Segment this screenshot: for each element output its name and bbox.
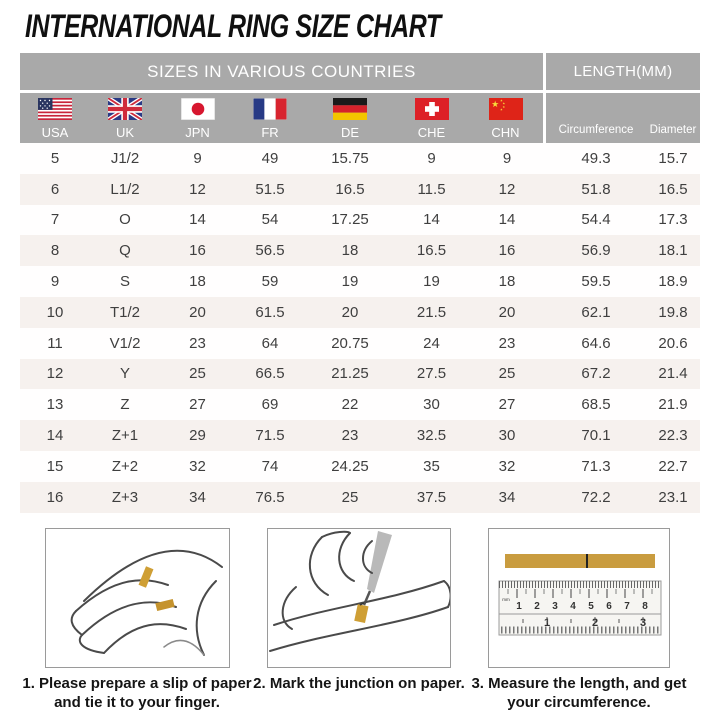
table-cell-uk: O bbox=[119, 211, 131, 229]
table-cell-chn: 32 bbox=[498, 457, 516, 475]
column-label-jpn: JPN bbox=[185, 125, 210, 140]
table-cell-fr: 69 bbox=[261, 396, 279, 414]
table-cell-usa: 15 bbox=[46, 457, 64, 475]
table-cell-circumference: 49.3 bbox=[581, 149, 611, 167]
table-cell-che: 30 bbox=[423, 396, 440, 414]
table-cell-fr: 71.5 bbox=[255, 427, 285, 445]
table-cell-circumference: 72.2 bbox=[581, 488, 611, 506]
table-cell-circumference: 62.1 bbox=[581, 303, 611, 321]
column-label-fr: FR bbox=[261, 125, 279, 140]
table-cell-che: 27.5 bbox=[416, 365, 447, 383]
table-cell-de: 21.25 bbox=[331, 365, 369, 383]
table-cell-de: 16.5 bbox=[335, 180, 365, 198]
instruction-caption-3: 3. Measure the length, and get your circumference. bbox=[471, 675, 687, 711]
table-cell-de: 18 bbox=[341, 242, 359, 260]
table-cell-chn: 25 bbox=[498, 365, 516, 383]
table-group-header bbox=[20, 53, 700, 90]
table-cell-chn: 18 bbox=[498, 273, 516, 291]
table-row bbox=[20, 328, 700, 359]
table-row bbox=[20, 359, 700, 390]
table-cell-jpn: 20 bbox=[189, 303, 206, 321]
table-cell-jpn: 14 bbox=[189, 211, 206, 229]
paper-band bbox=[354, 603, 368, 623]
table-cell-jpn: 32 bbox=[189, 457, 206, 475]
column-header-jpn bbox=[160, 93, 235, 143]
table-cell-che: 11.5 bbox=[417, 180, 446, 198]
column-header-de bbox=[305, 93, 395, 143]
table-cell-jpn: 29 bbox=[189, 427, 206, 445]
table-cell-che: 19 bbox=[423, 273, 440, 291]
svg-text:3: 3 bbox=[552, 601, 558, 612]
table-cell-de: 24.25 bbox=[331, 457, 369, 475]
table-cell-diameter: 22.3 bbox=[658, 427, 688, 445]
table-row bbox=[20, 420, 700, 451]
table-cell-de: 23 bbox=[341, 427, 359, 445]
paper-strip bbox=[505, 554, 655, 568]
table-cell-diameter: 16.5 bbox=[658, 180, 688, 198]
table-cell-uk: Y bbox=[119, 365, 130, 383]
table-cell-circumference: 54.4 bbox=[581, 211, 611, 229]
table-row bbox=[20, 205, 700, 236]
table-cell-uk: Z+2 bbox=[111, 457, 139, 475]
table-cell-chn: 14 bbox=[498, 211, 516, 229]
table-cell-circumference: 68.5 bbox=[581, 396, 611, 414]
table-cell-de: 20 bbox=[341, 303, 359, 321]
svg-text:2: 2 bbox=[591, 617, 599, 629]
table-cell-uk: T1/2 bbox=[109, 303, 140, 321]
table-row bbox=[20, 174, 700, 205]
table-cell-diameter: 23.1 bbox=[658, 488, 688, 506]
table-cell-usa: 14 bbox=[46, 427, 64, 445]
paper-slip bbox=[139, 566, 175, 611]
china-flag-icon bbox=[489, 98, 523, 120]
table-cell-che: 37.5 bbox=[416, 488, 447, 506]
table-cell-diameter: 21.4 bbox=[658, 365, 688, 383]
ruler-measuring-illustration bbox=[489, 529, 669, 667]
table-cell-jpn: 34 bbox=[189, 488, 206, 506]
table-cell-fr: 76.5 bbox=[255, 488, 285, 506]
table-cell-circumference: 51.8 bbox=[581, 180, 611, 198]
table-cell-fr: 66.5 bbox=[255, 365, 285, 383]
instruction-image-2 bbox=[267, 528, 451, 668]
svg-text:mm: mm bbox=[502, 597, 510, 602]
table-cell-che: 16.5 bbox=[416, 242, 447, 260]
table-cell-che: 24 bbox=[423, 334, 440, 352]
table-cell-jpn: 27 bbox=[189, 396, 206, 414]
table-cell-chn: 20 bbox=[498, 303, 516, 321]
table-cell-jpn: 18 bbox=[189, 273, 206, 291]
svg-text:7: 7 bbox=[624, 601, 630, 612]
table-cell-usa: 7 bbox=[50, 211, 60, 229]
table-cell-chn: 27 bbox=[498, 396, 516, 414]
svg-text:8: 8 bbox=[642, 601, 648, 612]
usa-flag-icon bbox=[38, 98, 72, 120]
svg-text:1: 1 bbox=[516, 601, 522, 612]
table-cell-jpn: 12 bbox=[189, 180, 206, 198]
table-cell-usa: 10 bbox=[46, 303, 64, 321]
table-row bbox=[20, 143, 700, 174]
ring-size-table bbox=[20, 53, 700, 513]
svg-text:3: 3 bbox=[639, 617, 647, 629]
germany-flag-icon bbox=[333, 98, 367, 120]
svg-text:5: 5 bbox=[588, 601, 594, 612]
table-cell-che: 35 bbox=[423, 457, 440, 475]
table-cell-fr: 74 bbox=[261, 457, 279, 475]
table-cell-usa: 5 bbox=[50, 149, 60, 167]
ruler bbox=[499, 581, 661, 635]
table-cell-circumference: 67.2 bbox=[581, 365, 611, 383]
table-cell-jpn: 16 bbox=[189, 242, 206, 260]
instruction-image-3 bbox=[488, 528, 670, 668]
japan-flag-icon bbox=[181, 98, 215, 120]
table-cell-che: 9 bbox=[427, 149, 436, 167]
table-cell-diameter: 17.3 bbox=[658, 211, 688, 229]
table-cell-usa: 9 bbox=[50, 273, 60, 291]
table-cell-uk: V1/2 bbox=[109, 334, 141, 352]
table-cell-che: 32.5 bbox=[416, 427, 447, 445]
table-row bbox=[20, 266, 700, 297]
table-cell-chn: 9 bbox=[502, 149, 512, 167]
group-header-length: LENGTH(MM) bbox=[546, 53, 700, 90]
table-cell-usa: 16 bbox=[46, 488, 64, 506]
table-cell-usa: 6 bbox=[50, 180, 60, 198]
column-label-chn: CHN bbox=[491, 125, 520, 140]
table-cell-fr: 56.5 bbox=[255, 242, 285, 260]
table-cell-uk: Z bbox=[120, 396, 130, 414]
table-cell-fr: 51.5 bbox=[255, 180, 285, 198]
table-cell-diameter: 22.7 bbox=[658, 457, 688, 475]
svg-text:6: 6 bbox=[606, 601, 612, 612]
table-cell-de: 15.75 bbox=[331, 149, 369, 167]
column-label-de: DE bbox=[340, 125, 360, 140]
table-cell-jpn: 9 bbox=[193, 149, 202, 167]
instruction-image-1 bbox=[45, 528, 230, 668]
table-cell-fr: 61.5 bbox=[255, 303, 285, 321]
table-cell-chn: 34 bbox=[498, 488, 516, 506]
table-cell-uk: Q bbox=[119, 242, 131, 260]
column-label-usa: USA bbox=[41, 125, 69, 140]
column-header-che bbox=[395, 93, 468, 143]
table-cell-circumference: 59.5 bbox=[581, 273, 611, 291]
column-header-fr bbox=[235, 93, 305, 143]
table-cell-fr: 64 bbox=[261, 334, 279, 352]
table-cell-uk: Z+1 bbox=[111, 427, 139, 445]
table-cell-usa: 13 bbox=[46, 396, 64, 414]
table-cell-de: 19 bbox=[341, 273, 359, 291]
table-column-header bbox=[20, 93, 700, 143]
table-cell-uk: Z+3 bbox=[111, 488, 139, 506]
table-cell-circumference: 56.9 bbox=[581, 242, 611, 260]
column-label-che: CHE bbox=[417, 125, 446, 140]
table-row bbox=[20, 451, 700, 482]
mark-line bbox=[586, 554, 588, 568]
table-cell-diameter: 20.6 bbox=[658, 334, 688, 352]
table-cell-che: 14 bbox=[423, 211, 440, 229]
hand-with-paper-slip-illustration bbox=[46, 529, 229, 667]
column-label-uk: UK bbox=[115, 125, 135, 140]
france-flag-icon bbox=[253, 98, 287, 120]
table-cell-che: 21.5 bbox=[416, 303, 447, 321]
svg-text:4: 4 bbox=[570, 601, 576, 612]
column-header-circumference: Circumference bbox=[546, 93, 646, 143]
column-header-usa bbox=[20, 93, 90, 143]
instruction-caption-1: 1. Please prepare a slip of paper and tie it to your finger. bbox=[22, 675, 252, 711]
table-cell-fr: 49 bbox=[261, 149, 279, 167]
table-row bbox=[20, 297, 700, 328]
table-row bbox=[20, 482, 700, 513]
table-cell-circumference: 70.1 bbox=[581, 427, 611, 445]
table-cell-de: 17.25 bbox=[331, 211, 369, 229]
table-cell-diameter: 19.8 bbox=[658, 303, 688, 321]
table-cell-usa: 8 bbox=[50, 242, 60, 260]
table-cell-de: 20.75 bbox=[331, 334, 369, 352]
column-header-chn bbox=[468, 93, 543, 143]
marking-junction-illustration bbox=[268, 529, 450, 667]
table-cell-chn: 30 bbox=[498, 427, 516, 445]
table-cell-chn: 23 bbox=[498, 334, 516, 352]
pen bbox=[367, 531, 392, 593]
group-header-countries: SIZES IN VARIOUS COUNTRIES bbox=[20, 53, 543, 90]
table-row bbox=[20, 389, 700, 420]
table-cell-usa: 12 bbox=[46, 365, 64, 383]
table-cell-de: 25 bbox=[341, 488, 359, 506]
table-cell-circumference: 64.6 bbox=[581, 334, 611, 352]
table-cell-circumference: 71.3 bbox=[581, 457, 611, 475]
table-cell-jpn: 23 bbox=[189, 334, 206, 352]
column-header-diameter: Diameter bbox=[646, 93, 700, 143]
table-cell-diameter: 18.9 bbox=[658, 273, 688, 291]
table-cell-chn: 12 bbox=[498, 180, 516, 198]
table-cell-diameter: 21.9 bbox=[658, 396, 688, 414]
table-body bbox=[20, 143, 700, 513]
column-header-uk bbox=[90, 93, 160, 143]
instruction-caption-2: 2. Mark the junction on paper. bbox=[253, 675, 465, 692]
switzerland-flag-icon bbox=[415, 98, 449, 120]
table-cell-jpn: 25 bbox=[189, 365, 206, 383]
table-cell-fr: 59 bbox=[261, 273, 279, 291]
uk-flag-icon bbox=[108, 98, 142, 120]
table-cell-diameter: 18.1 bbox=[658, 242, 688, 260]
table-cell-fr: 54 bbox=[261, 211, 279, 229]
table-cell-uk: J1/2 bbox=[110, 149, 140, 167]
svg-text:1: 1 bbox=[543, 617, 551, 629]
table-cell-uk: S bbox=[119, 273, 130, 291]
table-cell-usa: 11 bbox=[47, 334, 63, 352]
table-cell-de: 22 bbox=[341, 396, 359, 414]
table-cell-uk: L1/2 bbox=[110, 180, 140, 198]
table-row bbox=[20, 235, 700, 266]
svg-text:2: 2 bbox=[534, 601, 540, 612]
table-cell-diameter: 15.7 bbox=[658, 149, 688, 167]
page-title: INTERNATIONAL RING SIZE CHART bbox=[25, 8, 441, 44]
table-cell-chn: 16 bbox=[498, 242, 516, 260]
